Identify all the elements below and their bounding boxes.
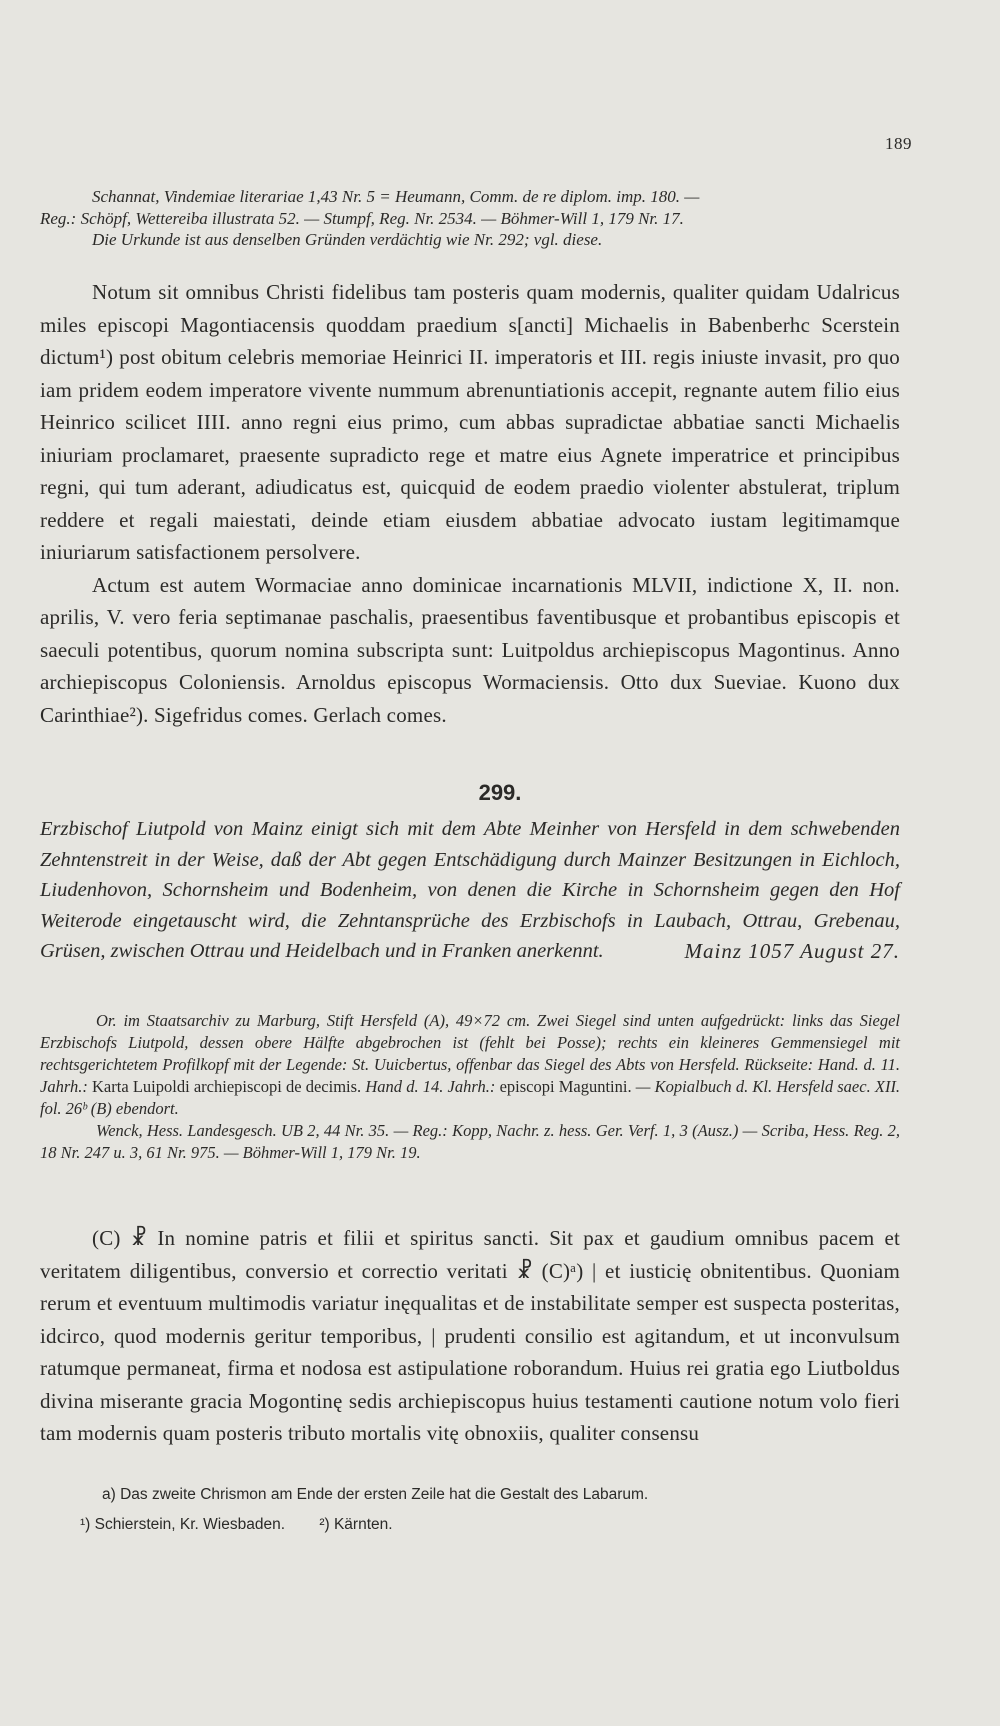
reference-line: Reg.: Schöpf, Wettereiba illustrata 52. — Stumpf, Reg. Nr. 2534. — Böhmer-Will 1, 179 Nr. 17. bbox=[40, 208, 684, 228]
reference-line: Schannat, Vindemiae literariae 1,43 Nr. 5 = Heumann, Comm. de re diplom. imp. 180. — bbox=[92, 187, 700, 206]
footnote-row bbox=[40, 1510, 900, 1540]
text-paragraph: Actum est autem Wormaciae anno dominicae incarnationis MLVII, indictione X, II. non. aprilis, V. vero feria septimanae paschalis, praesentibus faventibusque et probantibus episcopis et saeculi potentibus, quorum nomina subscripta sunt: Luitpoldus archiepiscopus Magontinus. Anno archiepiscopus Coloniensis. Arnoldus episcopus Wormaciensis. Otto dux Sueviae. Kuono dux Carinthiae²). Sigefridus comes. Gerlach comes. bbox=[40, 572, 900, 727]
text-paragraph: (C) ☧ In nomine patris et filii et spiritus sancti. Sit pax et gaudium omnibus pacem et veritatem diligentibus, conversio et correctio veritati ☧ (C)ᵃ) | et iusticię obnitentibus. Quoniam rerum et eventuum multimodis variatur inęqualitas et de instabilitate semper est suspecta posteritas, idcirco, quod modernis geritur temporibus, | prudenti consilio est agitandum, et ut inconvulsum ratumque permaneat, firma et nodosa est astipulatione roborandum. Huius rei gratia ego Liutboldus divina miserante gracia Mogontinę sedis archiepiscopus huius testamenti cautione notum volo fieri tam modernis quam posteris tributo mortalis vitę obnoxiis, qualiter consensu bbox=[40, 1226, 900, 1445]
document-number: 299. bbox=[478, 780, 522, 805]
source-note bbox=[40, 1010, 900, 1120]
source-note-text: Or. im Staatsarchiv zu Marburg, Stift Hersfeld (A), 49×72 cm. Zwei Siegel sind unten aufgedrückt: links das Siegel Erzbischofs Liutpold, dessen obere Hälfte abgebrochen ist (fehlt bei Posse); rechts ein kleineres Gemmensiegel mit rechtsgerichtetem Profilkopf mit der Legende: St. Uuicbertus, offenbar das Siegel des Abts von Hersfeld. Rückseite: Hand. d. 11. Jahrh.: bbox=[40, 1011, 900, 1096]
place-date: Mainz 1057 August 27. bbox=[684, 939, 900, 963]
source-note-text: Hand d. 14. Jahrh.: bbox=[365, 1077, 496, 1096]
footnote-1: ¹) Schierstein, Kr. Wiesbaden. bbox=[80, 1516, 286, 1533]
previous-document-references bbox=[40, 186, 900, 251]
document-regest bbox=[40, 814, 900, 967]
page-number: 189 bbox=[885, 134, 912, 153]
previous-document-text bbox=[40, 276, 900, 731]
source-note-editions: Wenck, Hess. Landesgesch. UB 2, 44 Nr. 35. — Reg.: Kopp, Nachr. z. hess. Ger. Verf. 1, 3 (Ausz.) — Scriba, Hess. Reg. 2, 18 Nr. 247 u. 3, 61 Nr. 975. — Böhmer-Will 1, 179 Nr. 19. bbox=[40, 1121, 900, 1162]
source-note-quote: Karta Luipoldi archiepiscopi de decimis. bbox=[92, 1077, 362, 1096]
source-notes bbox=[40, 1010, 900, 1164]
reference-note: Die Urkunde ist aus denselben Gründen verdächtig wie Nr. 292; vgl. diese. bbox=[92, 230, 603, 249]
text-paragraph: Notum sit omnibus Christi fidelibus tam posteris quam modernis, qualiter quidam Udalricus miles episcopi Magontiacensis quoddam praedium s[ancti] Michaelis in Babenberhc Scerstein dictum¹) post obitum celebris memoriae Heinrici II. imperatoris et III. regis iniuste invasit, pro quo iam pridem eodem imperatore vivente nummum abrenuntiationis accepit, regnante autem filio eius Heinrico scilicet IIII. anno regni eius primo, cum abbas supradictae abbatiae sancti Michaelis iniuriam proclamaret, praesente supradicto rege et matre eius Agnete imperatrice et principibus regni, qui tum aderant, adiudicatus est, quicquid de eodem praedio violenter abstulerat, triplum reddere et regali maiestati, deinde etiam eiusdem abbatiae advocato iustam legitimamque iniuriarum satisfactionem persolvere. bbox=[40, 280, 900, 564]
source-note-quote: episcopi Maguntini. bbox=[499, 1077, 632, 1096]
footnotes bbox=[40, 1480, 900, 1540]
footnote-a: a) Das zweite Chrismon am Ende der ersten Zeile hat die Gestalt des Labarum. bbox=[102, 1486, 649, 1503]
document-text bbox=[40, 1222, 900, 1450]
source-note-text: — Kopialbuch d. Kl. Hersfeld saec. XII. fol. 26ᵇ (B) ebendort. bbox=[40, 1077, 901, 1118]
regest-text: Erzbischof Liutpold von Mainz einigt sich mit dem Abte Meinher von Hersfeld in dem schwebenden Zehntenstreit in der Weise, daß der Abt gegen Entschädigung durch Mainzer Besitzungen in Eichloch, Liudenhovon, Schornsheim und Bodenheim, von denen die Kirche in Schornsheim gegen den Hof Weiterode eingetauscht wird, die Zehntansprüche des Erzbischofs in Laubach, Ottrau, Grebenau, Grüsen, zwischen Ottrau und Heidelbach und in Franken anerkennt. bbox=[40, 818, 900, 962]
footnote-2: ²) Kärnten. bbox=[319, 1516, 393, 1533]
